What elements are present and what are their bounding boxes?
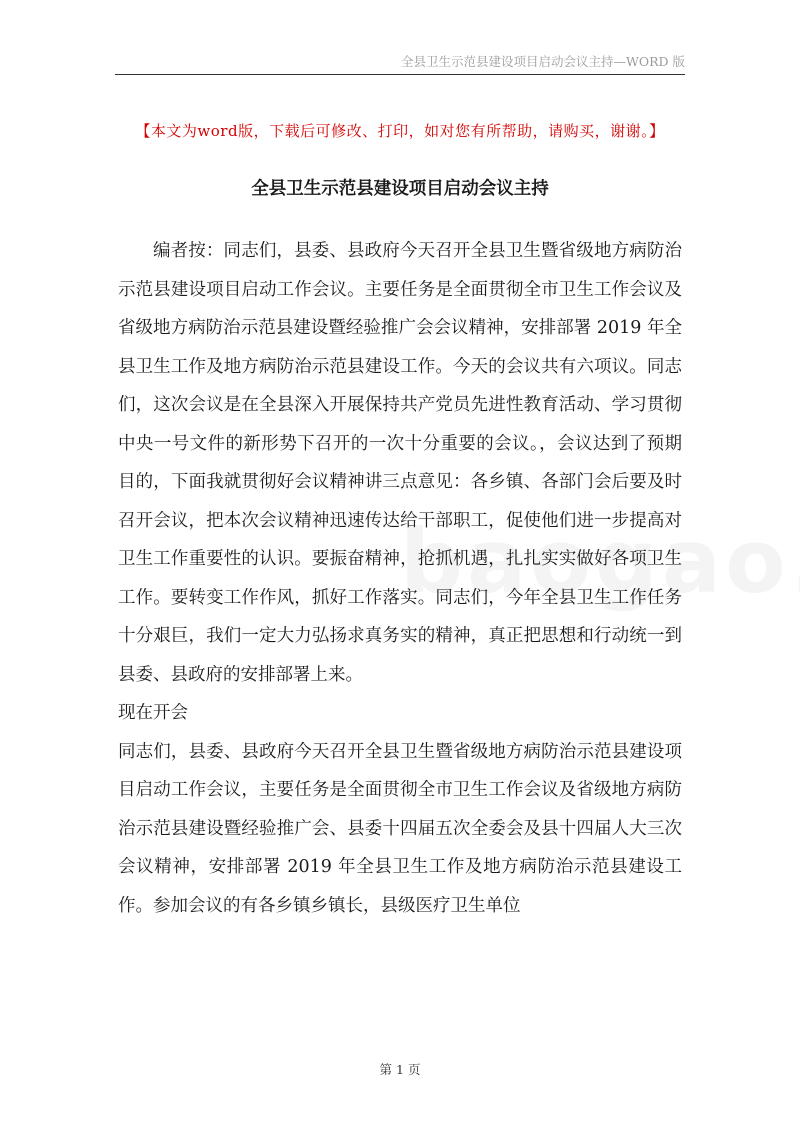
page-header: 全县卫生示范县建设项目启动会议主持—WORD 版 bbox=[400, 54, 685, 69]
paragraph-editor-note: 编者按：同志们，县委、县政府今天召开全县卫生暨省级地方病防治示范县建设项目启动工作会议。主要任务是全面贯彻全市卫生工作会议及省级地方病防治示范县建设暨经验推广会会议精神，安排部署 2019 年全县卫生工作及地方病防治示范县建设工作。今天的会议共有六项议。同志们，这次会议是在全县深入开展保持共产党员先进性教育活动、学习贯彻中央一号文件的新形势下召开的一次十分重要的会议。，会议达到了预期目的，下面我就贯彻好会议精神讲三点意见：各乡镇、各部门会后要及时召开会议，把本次会议精神迅速传达给干部职工，促使他们进一步提高对卫生工作重要性的认识。要振奋精神，抢抓机遇，扎扎实实做好各项卫生工作。要转变工作作风，抓好工作落实。同志们，今年全县卫生工作任务十分艰巨，我们一定大力弘扬求真务实的精神，真正把思想和行动统一到县委、县政府的安排部署上来。 bbox=[118, 241, 682, 685]
paragraph-main: 同志们，县委、县政府今天召开全县卫生暨省级地方病防治示范县建设项目启动工作会议，主要任务是全面贯彻全市卫生工作会议及省级地方病防治示范县建设暨经验推广会、县委十四届五次全委会及县十四届人大三次会议精神，安排部署 2019 年全县卫生工作及地方病防治示范县建设工作。参加会议的有各乡镇乡镇长，县级医疗卫生单位 bbox=[118, 741, 682, 916]
header-rule bbox=[115, 74, 685, 75]
document-body bbox=[118, 232, 682, 925]
document-title: 全县卫生示范县建设项目启动会议主持 bbox=[251, 179, 549, 199]
download-notice: 【本文为word版，下载后可修改、打印，如对您有所帮助，请购买，谢谢。】 bbox=[135, 122, 665, 140]
page-number: 第 1 页 bbox=[379, 1062, 421, 1077]
paragraph-opening: 现在开会 bbox=[118, 703, 188, 723]
